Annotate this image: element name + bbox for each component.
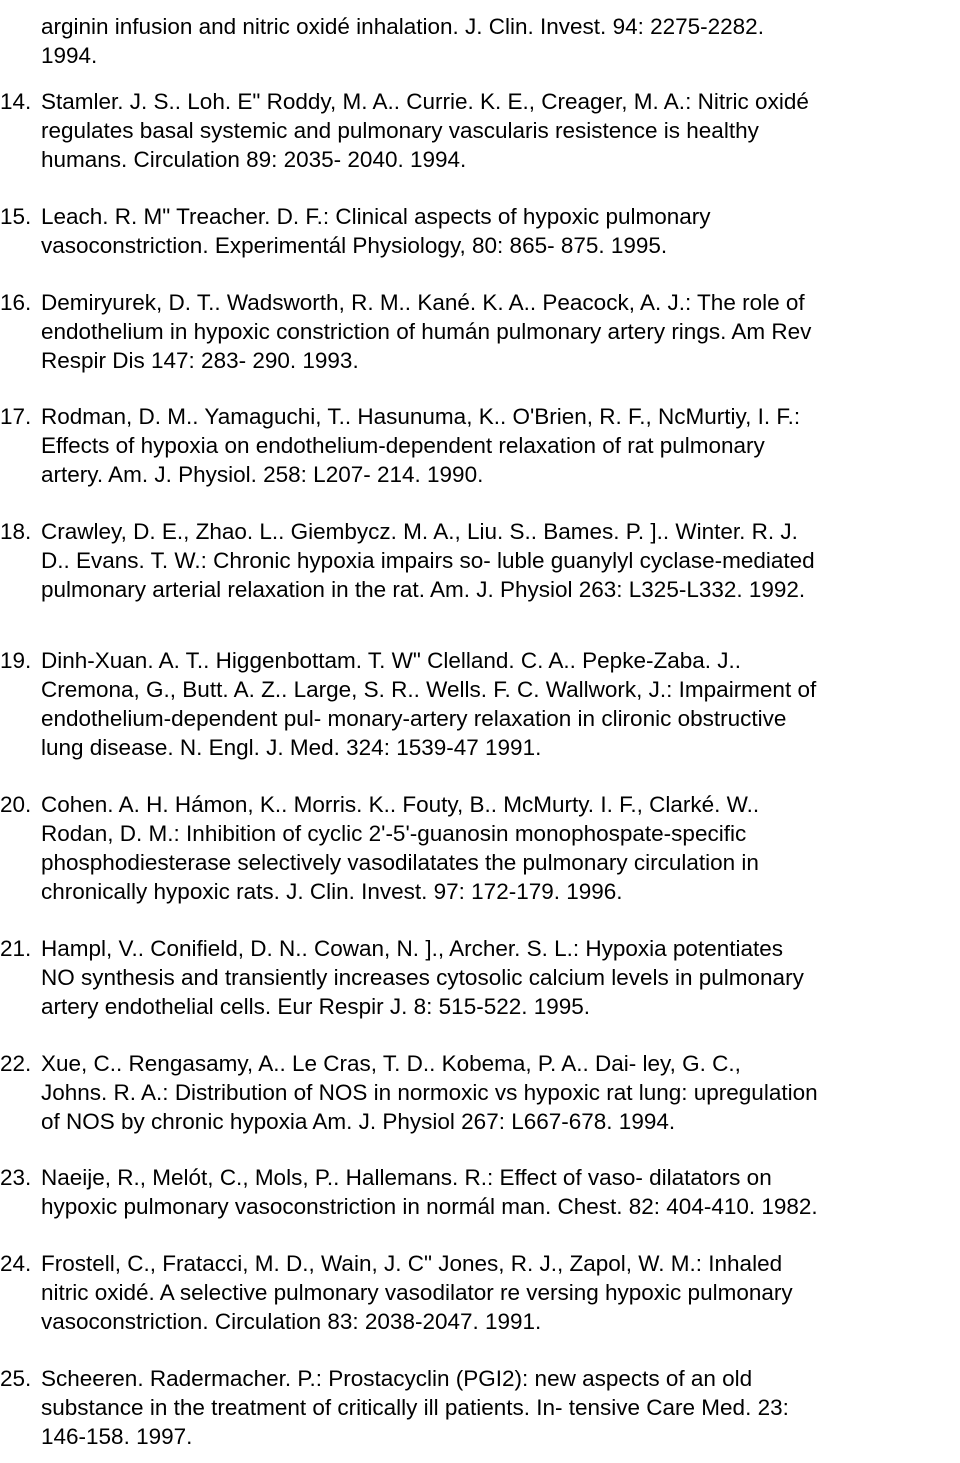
reference-line: artery. Am. J. Physiol. 258: L207- 214. 1990. [41, 462, 484, 487]
reference-line: Scheeren. Radermacher. P.: Prostacyclin (PGI2): new aspects of an old [41, 1366, 753, 1391]
reference-number: 16. [0, 290, 32, 315]
reference-line: nitric oxidé. A selective pulmonary vasodilator re versing hypoxic pulmonary [41, 1280, 793, 1305]
reference-line: NO synthesis and transiently increases cytosolic calcium levels in pulmonary [41, 965, 804, 990]
reference-text [41, 1249, 793, 1336]
reference-line: substance in the treatment of critically ill patients. In- tensive Care Med. 23: [41, 1395, 789, 1420]
reference-line: 1994. [41, 43, 98, 68]
reference-entry [0, 934, 804, 1021]
reference-entry [0, 646, 816, 762]
reference-text [41, 87, 809, 174]
reference-text [41, 790, 759, 906]
reference-number: 24. [0, 1251, 32, 1276]
reference-line: humans. Circulation 89: 2035- 2040. 1994. [41, 147, 467, 172]
reference-line: Xue, C.. Rengasamy, A.. Le Cras, T. D.. Kobema, P. A.. Dai- ley, G. C., [41, 1051, 741, 1076]
reference-line: Demiryurek, D. T.. Wadsworth, R. M.. Kané. K. A.. Peacock, A. J.: The role of [41, 290, 805, 315]
reference-number: 20. [0, 792, 32, 817]
reference-number: 15. [0, 204, 32, 229]
reference-entry [0, 1249, 793, 1336]
reference-number: 19. [0, 648, 32, 673]
reference-line: Johns. R. A.: Distribution of NOS in normoxic vs hypoxic rat lung: upregulation [41, 1080, 818, 1105]
reference-entry [0, 1163, 818, 1221]
reference-line: Hampl, V.. Conifield, D. N.. Cowan, N. ]., Archer. S. L.: Hypoxia potentiates [41, 936, 784, 961]
reference-line: Cremona, G., Butt. A. Z.. Large, S. R.. Wells. F. C. Wallwork, J.: Impairment of [41, 677, 817, 702]
reference-line: endothelium-dependent pul- monary-artery relaxation in clironic obstructive [41, 706, 787, 731]
reference-number: 18. [0, 519, 32, 544]
reference-entry [0, 202, 711, 260]
reference-line: pulmonary arterial relaxation in the rat. Am. J. Physiol 263: L325-L332. 1992. [41, 577, 806, 602]
reference-line: Frostell, C., Fratacci, M. D., Wain, J. C" Jones, R. J., Zapol, W. M.: Inhaled [41, 1251, 783, 1276]
reference-text [41, 202, 711, 260]
reference-line: chronically hypoxic rats. J. Clin. Invest. 97: 172-179. 1996. [41, 879, 623, 904]
reference-line: lung disease. N. Engl. J. Med. 324: 1539-47 1991. [41, 735, 542, 760]
reference-text [41, 646, 816, 762]
reference-line: regulates basal systemic and pulmonary vascularis resistence is healthy [41, 118, 759, 143]
reference-line: of NOS by chronic hypoxia Am. J. Physiol 267: L667-678. 1994. [41, 1109, 676, 1134]
reference-line: artery endothelial cells. Eur Respir J. 8: 515-522. 1995. [41, 994, 591, 1019]
reference-text [41, 1049, 818, 1136]
reference-text [41, 934, 804, 1021]
reference-line: Rodman, D. M.. Yamaguchi, T.. Hasunuma, K.. O'Brien, R. F., NcMurtiy, I. F.: [41, 404, 801, 429]
reference-line: Stamler. J. S.. Loh. E" Roddy, M. A.. Currie. K. E., Creager, M. A.: Nitric oxidé [41, 89, 809, 114]
reference-entry [0, 1364, 789, 1451]
reference-line: hypoxic pulmonary vasoconstriction in normál man. Chest. 82: 404-410. 1982. [41, 1194, 818, 1219]
reference-entry [0, 517, 815, 604]
reference-number: 14. [0, 89, 32, 114]
reference-line: Effects of hypoxia on endothelium-dependent relaxation of rat pulmonary [41, 433, 765, 458]
reference-line: endothelium in hypoxic constriction of humán pulmonary artery rings. Am Rev [41, 319, 812, 344]
reference-line: Crawley, D. E., Zhao. L.. Giembycz. M. A., Liu. S.. Bames. P. ].. Winter. R. J. [41, 519, 798, 544]
reference-text [41, 12, 764, 70]
reference-number: 22. [0, 1051, 32, 1076]
reference-line: Dinh-Xuan. A. T.. Higgenbottam. T. W" Clelland. C. A.. Pepke-Zaba. J.. [41, 648, 741, 673]
reference-number: 23. [0, 1165, 32, 1190]
reference-line: D.. Evans. T. W.: Chronic hypoxia impairs so- luble guanylyl cyclase-mediated [41, 548, 815, 573]
reference-line: Naeije, R., Melót, C., Mols, P.. Hallemans. R.: Effect of vaso- dilatators on [41, 1165, 772, 1190]
reference-number: 25. [0, 1366, 32, 1391]
reference-entry [0, 87, 809, 174]
reference-line: Cohen. A. H. Hámon, K.. Morris. K.. Fouty, B.. McMurty. I. F., Clarké. W.. [41, 792, 760, 817]
reference-line: phosphodiesterase selectively vasodilatates the pulmonary circulation in [41, 850, 759, 875]
reference-line: Respir Dis 147: 283- 290. 1993. [41, 348, 359, 373]
reference-entry [0, 288, 811, 375]
reference-text [41, 402, 800, 489]
reference-text [41, 1163, 818, 1221]
reference-text [41, 288, 811, 375]
reference-line: vasoconstriction. Experimentál Physiology, 80: 865- 875. 1995. [41, 233, 668, 258]
reference-line: Rodan, D. M.: Inhibition of cyclic 2'-5'-guanosin monophospate-specific [41, 821, 747, 846]
reference-text [41, 517, 815, 604]
reference-line: arginin infusion and nitric oxidé inhalation. J. Clin. Invest. 94: 2275-2282. [41, 14, 764, 39]
reference-line: Leach. R. M" Treacher. D. F.: Clinical aspects of hypoxic pulmonary [41, 204, 711, 229]
reference-number: 17. [0, 404, 32, 429]
reference-entry [0, 12, 764, 70]
reference-entry [0, 402, 800, 489]
reference-line: 146-158. 1997. [41, 1424, 193, 1449]
reference-text [41, 1364, 789, 1451]
reference-number: 21. [0, 936, 32, 961]
reference-line: vasoconstriction. Circulation 83: 2038-2047. 1991. [41, 1309, 542, 1334]
reference-entry [0, 1049, 818, 1136]
reference-entry [0, 790, 759, 906]
